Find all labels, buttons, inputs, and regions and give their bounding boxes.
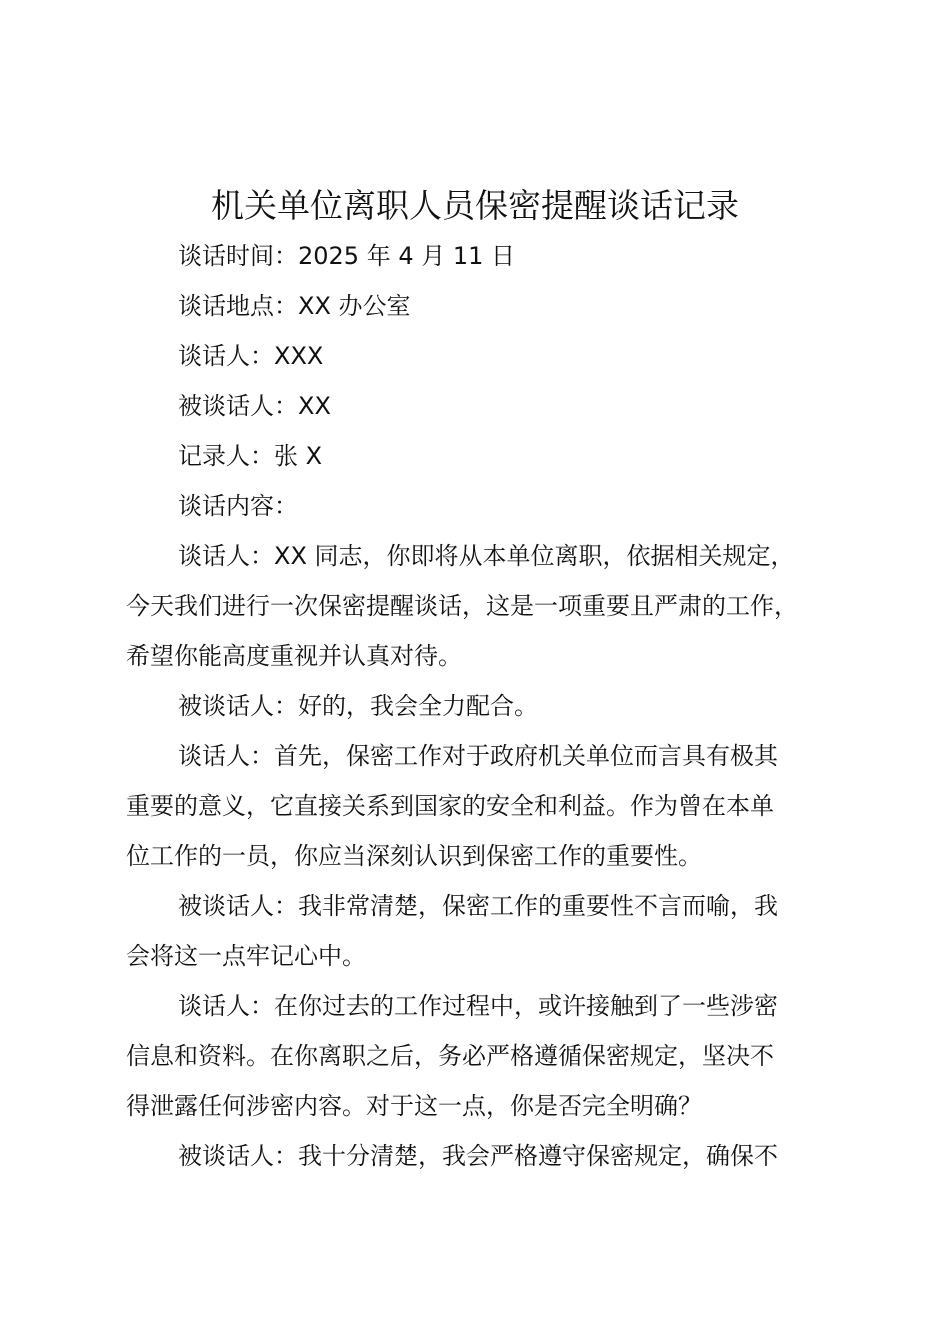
meta-place: 谈话地点：XX 办公室 bbox=[178, 292, 411, 320]
dialogue-paragraph bbox=[126, 981, 841, 1131]
meta-recorder: 记录人：张 X bbox=[178, 442, 323, 470]
paragraph-line: 重要的意义，它直接关系到国家的安全和利益。作为曾在本单 bbox=[126, 792, 774, 820]
dialogue-paragraph bbox=[126, 881, 841, 981]
paragraph-line: 得泄露任何涉密内容。对于这一点，你是否完全明确？ bbox=[126, 1092, 702, 1120]
meta-interviewer: 谈话人：XXX bbox=[178, 342, 324, 370]
dialogue-paragraph bbox=[126, 531, 841, 681]
paragraph-line: 被谈话人：我十分清楚，我会严格遵守保密规定，确保不 bbox=[178, 1142, 778, 1170]
paragraph-line: 谈话人：首先，保密工作对于政府机关单位而言具有极其 bbox=[178, 742, 778, 770]
paragraph-line: 谈话人：XX 同志，你即将从本单位离职，依据相关规定， bbox=[178, 542, 795, 570]
meta-interviewee: 被谈话人：XX bbox=[178, 392, 331, 420]
paragraph-line: 希望你能高度重视并认真对待。 bbox=[126, 642, 462, 670]
paragraph-line: 谈话人：在你过去的工作过程中，或许接触到了一些涉密 bbox=[178, 992, 778, 1020]
paragraph-line: 位工作的一员，你应当深刻认识到保密工作的重要性。 bbox=[126, 842, 702, 870]
paragraph-line: 被谈话人：我非常清楚，保密工作的重要性不言而喻，我 bbox=[178, 892, 778, 920]
paragraph-line: 信息和资料。在你离职之后，务必严格遵循保密规定，坚决不 bbox=[126, 1042, 774, 1070]
paragraph-line: 会将这一点牢记心中。 bbox=[126, 942, 366, 970]
dialogue-paragraph bbox=[126, 1131, 841, 1181]
paragraph-line: 被谈话人：好的，我会全力配合。 bbox=[178, 692, 538, 720]
dialogue-paragraph bbox=[126, 681, 841, 731]
document-title: 机关单位离职人员保密提醒谈话记录 bbox=[211, 186, 739, 225]
dialogue-paragraph bbox=[126, 731, 841, 881]
paragraph-line: 今天我们进行一次保密提醒谈话，这是一项重要且严肃的工作， bbox=[126, 592, 798, 620]
meta-time: 谈话时间：2025 年 4 月 11 日 bbox=[178, 242, 516, 270]
content-label: 谈话内容： bbox=[178, 492, 298, 520]
document-body bbox=[126, 231, 841, 1181]
